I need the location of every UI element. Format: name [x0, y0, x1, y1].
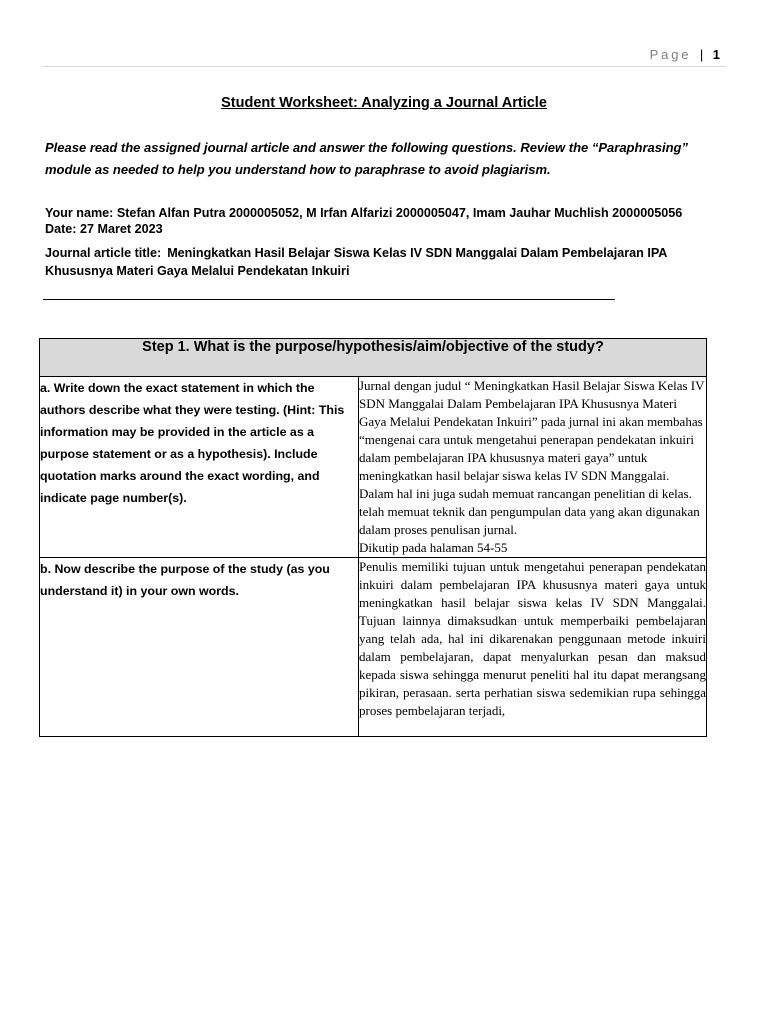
step1-heading: Step 1. What is the purpose/hypothesis/aim/objective of the study?	[40, 339, 707, 377]
worksheet-date: Date: 27 Maret 2023	[45, 222, 163, 236]
journal-title-underline	[43, 299, 615, 300]
step1-row-b	[40, 558, 707, 737]
journal-title-label: Journal article title:	[45, 246, 162, 260]
header-divider	[43, 66, 726, 67]
step1-table	[39, 338, 707, 737]
page-number: 1	[712, 47, 720, 62]
step1-row-a	[40, 377, 707, 558]
answer-a-cell	[359, 377, 707, 558]
answer-a: Jurnal dengan judul “ Meningkatkan Hasil Belajar Siswa Kelas IV SDN Manggalai Dalam Pembelajaran IPA Khususnya Materi Gaya Melalui Pendekatan Inkuiri” pada jurnal ini akan membahas “mengenai cara untuk mengetahui penerapan pendekatan inkuiri dalam pembelajaran IPA khususnya materi gaya” untuk meningkatkan hasil belajar siswa kelas IV SDN Manggalai. Dalam hal ini juga sudah memuat rancangan penelitian di kelas. telah memuat teknik dan pengumpulan data yang akan digunakan dalam proses penulisan jurnal.	[359, 378, 705, 537]
page-separator: |	[699, 47, 704, 62]
worksheet-title: Student Worksheet: Analyzing a Journal Article	[221, 95, 547, 111]
answer-a-citation: Dikutip pada halaman 54-55	[359, 540, 508, 555]
journal-title-line	[45, 244, 725, 280]
page-label: Page	[649, 47, 692, 62]
question-b: b. Now describe the purpose of the study (as you understand it) in your own words.	[40, 558, 359, 737]
journal-title-value: Meningkatkan Hasil Belajar Siswa Kelas IV SDN Manggalai Dalam Pembelajaran IPA Khususnya Materi Gaya Melalui Pendekatan Inkuiri	[45, 246, 667, 278]
page-number-header	[650, 47, 720, 62]
instructions-text: Please read the assigned journal article and answer the following questions. Review the “Paraphrasing” module as needed to help you understand how to paraphrase to avoid plagiarism.	[45, 140, 688, 177]
answer-b: Penulis memiliki tujuan untuk mengetahui penerapan pendekatan inkuiri dalam pembelajaran IPA khususnya materi gaya untuk meningkatkan hasil belajar siswa kelas IV SDN Manggalai. Tujuan lainnya dimaksudkan untuk memperbaiki pembelajaran yang telah ada, hal ini dikarenakan penggunaan metode inkuiri dalam pembelajaran, dapat menyalurkan pesan dan maksud kepada siswa sehingga menurut peneliti hal itu dapat merangsang pikiran, perasaan. serta perhatian siswa sedemikian rupa sehingga proses pembelajaran terjadi,	[359, 558, 707, 737]
question-a: a. Write down the exact statement in which the authors describe what they were testing. (Hint: This information may be provided in the article as a purpose statement or as a hypothesis). Include quotation marks around the exact wording, and indicate page number(s).	[40, 377, 359, 558]
student-names: Your name: Stefan Alfan Putra 2000005052, M Irfan Alfarizi 2000005047, Imam Jauhar Muchlish 2000005056	[45, 206, 683, 220]
